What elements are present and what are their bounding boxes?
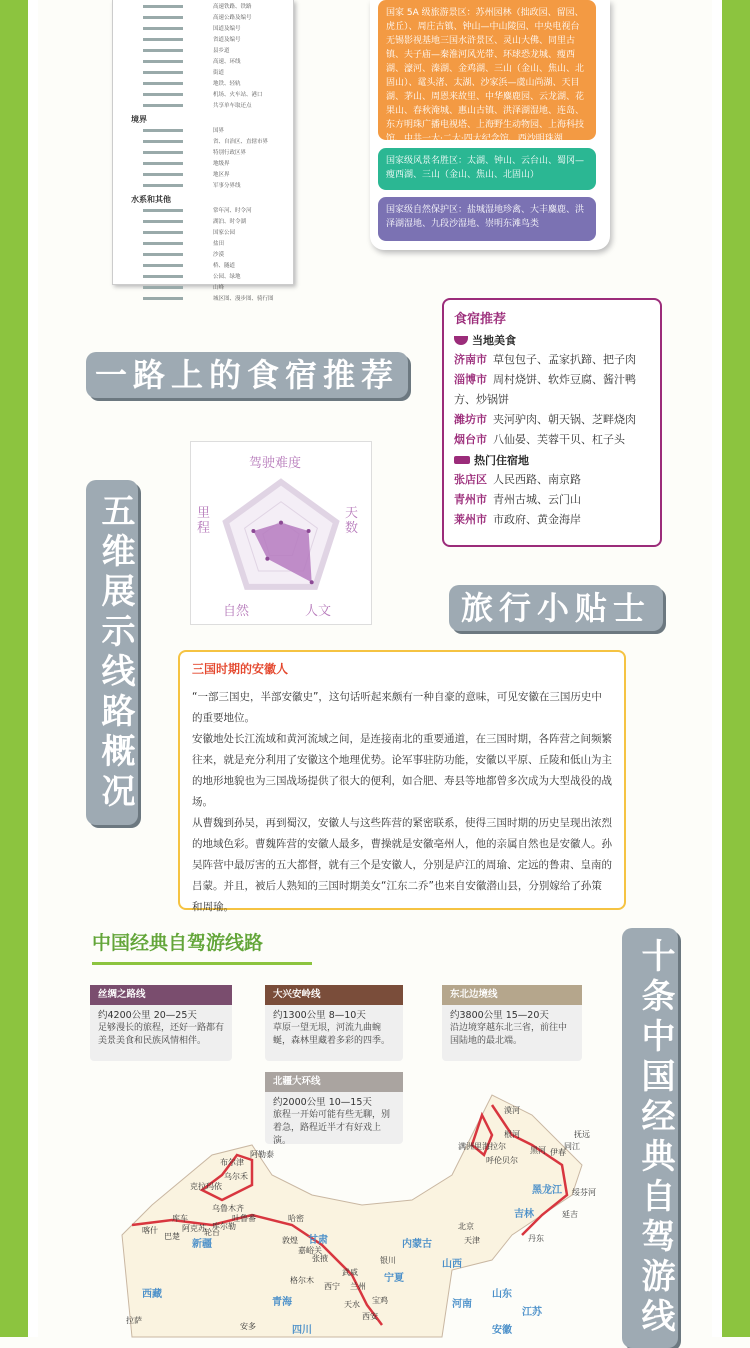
legend-row	[113, 13, 289, 22]
legend-label: 机场、火车站、港口	[213, 92, 263, 98]
legend-row	[113, 181, 289, 190]
map-city-label: 嘉峪关	[298, 1246, 322, 1255]
five-dim-sign	[86, 480, 138, 825]
legend-symbol	[143, 286, 183, 289]
legend-row	[113, 57, 289, 66]
food-banner-sign	[86, 352, 408, 398]
radar-point	[251, 529, 255, 533]
section-title: 中国经典自驾游线路	[92, 932, 264, 954]
food-lodging-box	[442, 298, 662, 547]
route-desc: 旅程一开始可能有些无聊，别着急，路程近半才有好戏上演。	[273, 1110, 391, 1146]
legend-section-heading: 境界	[131, 115, 147, 124]
food-heading-text: 当地美食	[472, 334, 516, 347]
route-title: 丝绸之路线	[90, 985, 232, 1005]
legend-row	[113, 46, 289, 55]
five-dim-text: 五维展示线路概况	[95, 492, 135, 813]
route-title: 大兴安岭线	[265, 985, 403, 1005]
left-border	[0, 0, 28, 1337]
radar-label-mileage: 里程	[197, 506, 211, 536]
tip-paragraph: 从曹魏到孙吴，再到蜀汉，安徽人与这些阵营的紧密联系，使得三国时期的历史呈现出浓烈的地域色彩。曹魏阵营的安徽人最多，曹操就是安徽亳州人，他的亲属自然也是安徽人。孙吴阵营中最厉害的五大都督，就有三个是安徽人，分别是庐江的周瑜、定远的鲁肃、皇南的吕蒙。并且，被后人熟知的三国时期美女“江东二乔”也来自安徽潜山县，分别嫁给了孙策和周瑜。	[192, 817, 612, 913]
map-city-label: 乌鲁木齐	[212, 1204, 244, 1213]
legend-symbol	[143, 16, 183, 19]
tip-paragraph: 安徽地处长江流域和黄河流域之间，是连接南北的重要通道，在三国时期，各阵营之间频繁往来，就是充分利用了安徽这个地理优势。论军事驻防功能，安徽以平原、丘陵和低山为主的地形地貌也为三国战场提供了很大的便利，如合肥、寿县等地都曾多次成为大型战役的战场。	[192, 733, 612, 808]
radar-chart	[190, 441, 372, 625]
route-desc: 草原一望无垠，河流九曲蜿蜒，森林里藏着多彩的四季。	[273, 1023, 391, 1046]
map-legend	[112, 0, 294, 302]
legend-row	[113, 239, 289, 248]
map-city-label: 敦煌	[282, 1236, 298, 1245]
map-city-label: 拉萨	[126, 1316, 142, 1325]
city-items: 周村烧饼、软炸豆腐、酱汁鸭方、炒锅饼	[454, 373, 636, 406]
map-province-label: 新疆	[192, 1239, 212, 1250]
5a-scenic-box: 国家 5A 级旅游景区：苏州园林（拙政园、留园、虎丘）、周庄古镇、钟山—中山陵园、中央电视台无锡影视基地三国水浒景区、灵山大佛、同里古镇、夫子庙—秦淮河风光带、环球恐龙城、瘦西湖、濠河、溱湖、金鸡湖、三山（金山、焦山、北固山）、鼋头渚、太湖、沙家浜—虞山尚湖、天目湖、茅山、周恩来故里、中华麋鹿园、云龙湖、花果山、春秋淹城、惠山古镇、洪泽湖湿地、连岛、东方明珠广播电视塔、上海野生动物园、上海科技馆、中共一大·二大·四大纪念馆、西沙明珠湖	[378, 0, 596, 140]
stay-heading-text: 热门住宿地	[474, 454, 529, 467]
map-city-label: 海拉尔	[482, 1142, 506, 1151]
food-heading	[454, 332, 650, 348]
legend-row	[113, 137, 289, 146]
map-city-label: 丹东	[528, 1234, 544, 1243]
legend-row	[113, 90, 289, 99]
legend-label: 地级界	[213, 161, 230, 167]
legend-row	[113, 170, 289, 179]
city-items: 八仙晏、芙蓉干贝、杠子头	[493, 433, 625, 446]
legend-row	[113, 250, 289, 259]
legend-symbol	[143, 184, 183, 187]
map-province-label: 四川	[292, 1325, 312, 1336]
legend-row	[113, 148, 289, 157]
ten-routes-sign	[622, 928, 678, 1348]
legend-label: 共享单车取还点	[213, 103, 252, 109]
map-city-label: 西安	[362, 1312, 378, 1321]
radar-label-nature: 自然	[223, 604, 250, 619]
food-list	[454, 350, 650, 450]
legend-label: 国界	[213, 128, 225, 134]
map-city-label: 阿克苏	[182, 1224, 206, 1233]
map-city-label: 银川	[380, 1256, 396, 1265]
map-province-label: 甘肃	[308, 1235, 328, 1246]
legend-row	[113, 35, 289, 44]
route-card-northeast	[442, 985, 582, 1061]
map-city-label: 乌尔禾	[224, 1172, 248, 1181]
legend-symbol	[143, 129, 183, 132]
city-name: 济南市	[454, 353, 487, 366]
map-province-label: 宁夏	[384, 1273, 404, 1284]
bed-icon	[454, 456, 470, 464]
map-province-label: 西藏	[142, 1289, 162, 1300]
legend-label: 高速公路及编号	[213, 15, 252, 21]
legend-symbol	[143, 38, 183, 41]
food-row	[454, 370, 650, 410]
legend-label: 山峰	[213, 285, 225, 291]
route-stat: 约2000公里 10—15天	[273, 1097, 372, 1108]
city-items: 人民西路、南京路	[493, 473, 581, 486]
city-name: 烟台市	[454, 433, 487, 446]
food-row	[454, 410, 650, 430]
legend-row	[113, 272, 289, 281]
radar-point	[279, 521, 283, 525]
city-items: 夹河驴肉、朝天锅、芝畔烧肉	[493, 413, 636, 426]
legend-label: 沙漠	[213, 252, 225, 258]
map-province-label: 江苏	[522, 1307, 542, 1318]
map-city-label: 张掖	[312, 1254, 328, 1263]
legend-symbol	[143, 231, 183, 234]
legend-label: 盐田	[213, 241, 225, 247]
legend-symbol	[143, 173, 183, 176]
food-row	[454, 350, 650, 370]
right-inner-border	[712, 0, 722, 1337]
route-stat: 约3800公里 15—20天	[450, 1010, 549, 1021]
legend-symbol	[143, 71, 183, 74]
food-row	[454, 430, 650, 450]
legend-label: 高速铁路、铁路	[213, 4, 252, 10]
map-city-label: 宝鸡	[372, 1296, 388, 1305]
legend-row	[113, 101, 289, 110]
legend-row	[113, 126, 289, 135]
route-stat: 约4200公里 20—25天	[98, 1010, 197, 1021]
city-items: 青州古城、云门山	[493, 493, 581, 506]
legend-label: 高速、环线	[213, 59, 241, 65]
legend-symbol	[143, 297, 183, 300]
food-banner-text: 一路上的食宿推荐	[94, 356, 399, 394]
radar-point	[265, 557, 269, 561]
map-city-label: 库尔勒	[212, 1222, 236, 1231]
map-city-label: 兰州	[350, 1282, 366, 1291]
national-scenic-box: 国家级风景名胜区：太湖、钟山、云台山、蜀冈—瘦西湖、三山（金山、焦山、北固山）	[378, 148, 596, 190]
city-name: 淄博市	[454, 373, 487, 386]
food-row	[454, 510, 650, 530]
food-row	[454, 490, 650, 510]
map-province-label: 安徽	[492, 1325, 512, 1336]
map-city-label: 吐鲁番	[232, 1214, 256, 1223]
legend-label: 常年河、时令河	[213, 208, 252, 214]
stay-list	[454, 470, 650, 530]
tip-title: 三国时期的安徽人	[192, 662, 289, 676]
map-city-label: 安多	[240, 1322, 256, 1331]
map-city-label: 格尔木	[290, 1276, 314, 1285]
legend-row	[113, 24, 289, 33]
map-city-label: 西宁	[324, 1282, 340, 1291]
legend-label: 省道及编号	[213, 37, 241, 43]
map-province-label: 内蒙古	[402, 1239, 432, 1250]
map-province-label: 黑龙江	[532, 1185, 562, 1196]
china-route-map	[112, 1085, 622, 1337]
city-name: 青州市	[454, 493, 487, 506]
map-city-label: 巴楚	[164, 1232, 180, 1241]
map-province-label: 山东	[492, 1289, 512, 1300]
left-inner-border	[28, 0, 38, 1337]
legend-row	[113, 228, 289, 237]
map-province-label: 河南	[452, 1299, 472, 1310]
map-province-label: 山西	[442, 1259, 462, 1270]
legend-label: 街道	[213, 70, 225, 76]
legend-symbol	[143, 60, 183, 63]
legend-symbol	[143, 5, 183, 8]
legend-row	[113, 283, 289, 292]
route-desc: 沿边境穿越东北三省，前往中国陆地的最北端。	[450, 1023, 568, 1046]
legend-section-heading: 水系和其他	[131, 195, 171, 204]
legend-label: 国家公园	[213, 230, 236, 236]
map-city-label: 伊春	[550, 1148, 566, 1157]
radar-label-difficulty: 驾驶难度	[249, 456, 302, 471]
legend-row	[113, 294, 289, 303]
route-stat: 约1300公里 8—10天	[273, 1010, 366, 1021]
city-items: 市政府、黄金海岸	[493, 513, 581, 526]
radar-label-days: 天数	[345, 506, 359, 536]
map-city-label: 漠河	[504, 1106, 520, 1115]
legend-symbol	[143, 209, 183, 212]
bowl-icon	[454, 336, 468, 345]
map-city-label: 绥芬河	[572, 1188, 596, 1197]
legend-list	[113, 0, 289, 302]
map-city-label: 布尔津	[220, 1158, 244, 1167]
map-city-label: 库车	[172, 1214, 188, 1223]
legend-label: 湖泊、时令湖	[213, 219, 247, 225]
legend-label: 地区界	[213, 172, 230, 178]
city-name: 莱州市	[454, 513, 487, 526]
legend-symbol	[143, 242, 183, 245]
map-city-label: 北京	[458, 1222, 474, 1231]
map-city-label: 满洲里	[458, 1142, 482, 1151]
legend-symbol	[143, 104, 183, 107]
map-svg	[112, 1085, 622, 1337]
tip-paragraph: “一部三国史，半部安徽史”，这句话听起来颇有一种自豪的意味，可见安徽在三国历史中的重要地位。	[192, 691, 602, 724]
legend-symbol	[143, 264, 183, 267]
map-city-label: 轮台	[204, 1228, 220, 1237]
map-city-label: 喀什	[142, 1226, 158, 1235]
legend-symbol	[143, 151, 183, 154]
legend-label: 地铁、轻轨	[213, 81, 241, 87]
legend-row	[113, 68, 289, 77]
legend-row	[113, 217, 289, 226]
map-city-label: 阿勒泰	[250, 1150, 274, 1159]
map-city-label: 黑河	[530, 1146, 546, 1155]
legend-symbol	[143, 93, 183, 96]
map-city-label: 抚远	[574, 1130, 590, 1139]
legend-label: 城区图、漫步图、骑行图	[213, 296, 274, 302]
radar-point	[310, 580, 314, 584]
legend-symbol	[143, 253, 183, 256]
legend-symbol	[143, 162, 183, 165]
right-border	[722, 0, 750, 1337]
route-card-silk	[90, 985, 232, 1061]
food-lodging-title: 食宿推荐	[454, 312, 507, 327]
legend-label: 军事分界线	[213, 183, 241, 189]
legend-label: 省、自治区、直辖市界	[213, 139, 269, 145]
route-card-daxinganling	[265, 985, 403, 1061]
legend-label: 特别行政区界	[213, 150, 247, 156]
legend-label: 公园、绿地	[213, 274, 241, 280]
legend-label: 县乡道	[213, 48, 230, 54]
section-underline	[92, 962, 312, 965]
stay-heading	[454, 452, 650, 468]
map-city-label: 武威	[342, 1268, 358, 1277]
legend-label: 国道及编号	[213, 26, 241, 32]
map-province-label: 吉林	[514, 1209, 534, 1220]
map-city-label: 天水	[344, 1300, 360, 1309]
legend-row	[113, 206, 289, 215]
map-city-label: 哈密	[288, 1214, 304, 1223]
legend-symbol	[143, 49, 183, 52]
map-city-label: 根河	[504, 1130, 520, 1139]
scenic-info-card	[370, 0, 610, 250]
legend-row	[113, 79, 289, 88]
map-city-label: 呼伦贝尔	[486, 1156, 518, 1165]
map-city-label: 延吉	[562, 1210, 578, 1219]
tips-text: 旅行小贴士	[460, 589, 651, 627]
legend-row	[113, 159, 289, 168]
legend-symbol	[143, 82, 183, 85]
legend-row	[113, 261, 289, 270]
food-row	[454, 470, 650, 490]
legend-row	[113, 2, 289, 11]
legend-label: 桥、隧道	[213, 263, 236, 269]
map-city-label: 同江	[564, 1142, 580, 1151]
legend-symbol	[143, 220, 183, 223]
radar-label-culture: 人文	[305, 604, 332, 619]
route-title: 北疆大环线	[265, 1072, 403, 1092]
tip-box	[178, 650, 626, 913]
legend-symbol	[143, 140, 183, 143]
ten-routes-text: 十条中国经典自驾游线	[635, 938, 675, 1338]
city-name: 潍坊市	[454, 413, 487, 426]
map-city-label: 天津	[464, 1236, 480, 1245]
nature-reserve-box: 国家级自然保护区：盐城湿地珍禽、大丰麋鹿、洪泽湖湿地、九段沙湿地、崇明东滩鸟类	[378, 197, 596, 241]
city-items: 草包包子、孟家扒蹄、把子肉	[493, 353, 636, 366]
legend-symbol	[143, 27, 183, 30]
map-province-label: 青海	[272, 1297, 292, 1308]
legend-symbol	[143, 275, 183, 278]
tips-sign	[449, 585, 663, 631]
map-city-label: 克拉玛依	[190, 1182, 222, 1191]
route-title: 东北边境线	[442, 985, 582, 1005]
route-desc: 足够漫长的旅程，还好一路都有美景美食和民族风情相伴。	[98, 1023, 225, 1046]
radar-point	[307, 529, 311, 533]
city-name: 张店区	[454, 473, 487, 486]
